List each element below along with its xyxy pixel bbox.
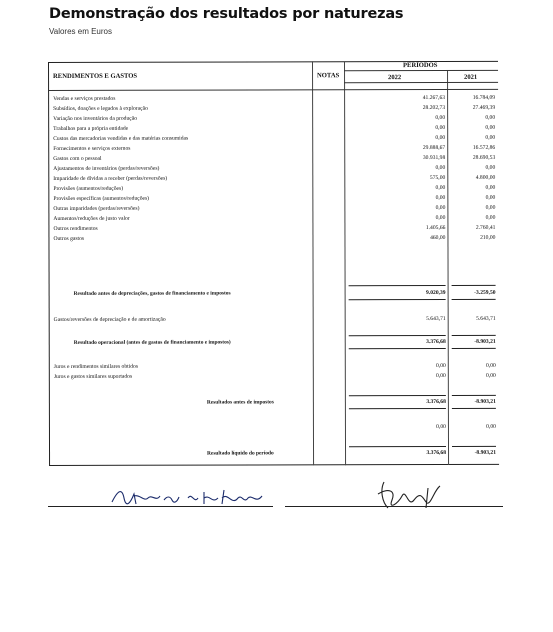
row-value-2022: 29.888,67 bbox=[422, 144, 446, 152]
row-value-2021: 0,00 bbox=[485, 362, 496, 369]
row-value-2021: 0,00 bbox=[485, 114, 496, 121]
page-subtitle: Valores em Euros bbox=[49, 27, 112, 36]
row-value-2021: 0,00 bbox=[485, 204, 496, 211]
row-value-2021: 27.469,39 bbox=[472, 104, 496, 111]
statement-rows bbox=[48, 93, 498, 457]
income-statement-scan bbox=[48, 61, 499, 466]
periods-underline bbox=[344, 70, 498, 71]
row-label: Outros rendimentos bbox=[53, 225, 98, 232]
row-label: Trabalhos para a própria entidade bbox=[53, 125, 129, 132]
row-label: Gastos/reversões de depreciação e de amortização bbox=[53, 316, 166, 323]
pretax-result-row bbox=[49, 397, 499, 408]
row-label: Gastos com o pessoal bbox=[53, 155, 102, 162]
row-label: Resultado antes de depreciações, gastos de financiamento e impostos bbox=[73, 290, 231, 297]
row-label: Juros e gastos similares suportados bbox=[53, 373, 133, 380]
col-header-periods: PERÍODOS bbox=[403, 61, 438, 70]
row-value-2022: 5.643,71 bbox=[426, 315, 446, 323]
row-label: Custos das mercadorias vendidas e das matérias consumidas bbox=[53, 135, 189, 142]
col-header-notes: NOTAS bbox=[317, 72, 340, 80]
row-label: Resultado operacional (antes de gastos de financiamento e impostos) bbox=[73, 339, 231, 346]
row-value-2022: 1.405,66 bbox=[425, 224, 446, 232]
row-value-2022: 575,00 bbox=[429, 174, 446, 182]
subtotal-line-2021 bbox=[452, 335, 496, 336]
row-label: Provisões (aumentos/reduções) bbox=[53, 185, 124, 192]
row-value-2022: 30.931,98 bbox=[422, 154, 446, 162]
row-value-2021: 2.760,41 bbox=[475, 224, 496, 231]
handwritten-signature-right bbox=[370, 478, 450, 514]
row-value-2022: 460,00 bbox=[430, 234, 446, 242]
row-value-2021: 0,00 bbox=[485, 164, 496, 171]
row-value-2021: 0,00 bbox=[485, 184, 496, 191]
row-value-2021: 4.800,00 bbox=[475, 174, 496, 181]
table-bottom-border bbox=[49, 464, 499, 466]
years-underline bbox=[344, 82, 498, 83]
row-label: Subsídios, doações e legados à exploração bbox=[53, 105, 148, 112]
col-header-2022: 2022 bbox=[388, 74, 402, 82]
row-value-2022: 0,00 bbox=[435, 124, 446, 131]
tax-row bbox=[49, 422, 499, 433]
table-row bbox=[48, 233, 498, 244]
row-label: Provisões específicas (aumentos/reduções) bbox=[53, 195, 150, 202]
subtotal-line-2021 bbox=[452, 446, 496, 447]
row-value-2022: 9.020,39 bbox=[426, 289, 446, 297]
row-value-2021: 5.643,71 bbox=[476, 315, 496, 322]
row-value-2022: 3.376,68 bbox=[426, 449, 447, 457]
subtotal-underline-2022 bbox=[349, 408, 446, 409]
row-value-2022: 0,00 bbox=[435, 362, 446, 369]
row-value-2022: 0,00 bbox=[436, 372, 446, 379]
row-label: Fornecimentos e serviços externos bbox=[53, 145, 131, 152]
subtotal-line-2021 bbox=[452, 395, 496, 396]
subtotal-line-2021 bbox=[452, 285, 496, 286]
row-value-2022: 0,00 bbox=[435, 164, 446, 171]
row-value-2021: -3.259,50 bbox=[474, 289, 496, 296]
depreciation-row bbox=[49, 314, 499, 325]
operating-result-row bbox=[49, 337, 499, 348]
row-value-2022: 0,00 bbox=[436, 423, 446, 430]
row-label: Ajustamentos de inventários (perdas/reversões) bbox=[53, 165, 160, 172]
row-value-2021: 0,00 bbox=[485, 194, 496, 201]
row-value-2021: 16.572,86 bbox=[472, 144, 496, 151]
row-value-2022: 0,00 bbox=[435, 184, 446, 191]
row-value-2021: -8.903,21 bbox=[474, 398, 496, 405]
row-value-2021: -8.903,21 bbox=[474, 449, 497, 456]
subtotal-underline-2021 bbox=[452, 299, 496, 300]
row-value-2022: 0,00 bbox=[435, 204, 446, 211]
row-value-2022: 0,00 bbox=[435, 114, 446, 121]
subtotal-underline-2021 bbox=[452, 348, 496, 349]
ebitda-row bbox=[49, 288, 499, 299]
row-value-2021: 0,00 bbox=[485, 124, 496, 131]
row-value-2022: 28.202,73 bbox=[422, 104, 446, 112]
row-value-2021: 16.784,09 bbox=[472, 94, 496, 101]
row-value-2021: 0,00 bbox=[485, 134, 496, 141]
handwritten-signature-left bbox=[108, 484, 278, 510]
row-value-2021: 210,00 bbox=[480, 234, 496, 241]
row-value-2021: 28.690,53 bbox=[472, 154, 496, 161]
row-label: Vendas e serviços prestados bbox=[53, 95, 116, 102]
row-label: Outras imparidades (perdas/reversões) bbox=[53, 205, 140, 212]
subtotal-line-2022 bbox=[349, 285, 446, 286]
row-value-2021: -8.903,21 bbox=[474, 338, 496, 345]
page-title: Demonstração dos resultados por naturezas bbox=[49, 6, 404, 22]
col-header-2021: 2021 bbox=[464, 73, 478, 81]
net-result-row bbox=[49, 448, 499, 459]
row-label: Imparidade de dívidas a receber (perdas/reversões) bbox=[53, 175, 168, 182]
row-value-2022: 41.267,63 bbox=[422, 94, 446, 102]
subtotal-underline-2022 bbox=[349, 348, 446, 349]
signatures bbox=[48, 478, 508, 518]
row-value-2022: 3.376,68 bbox=[426, 398, 446, 406]
row-value-2022: 3.376,68 bbox=[426, 338, 446, 346]
row-label: Aumentos/reduções de justo valor bbox=[53, 215, 130, 222]
row-value-2021: 0,00 bbox=[486, 372, 496, 379]
row-value-2022: 0,00 bbox=[435, 134, 446, 141]
row-label: Variação nos inventários da produção bbox=[53, 115, 138, 122]
row-label: Resultados antes de impostos bbox=[206, 399, 274, 406]
subtotal-underline-2021 bbox=[452, 408, 496, 409]
header-bottom-border bbox=[48, 89, 498, 91]
row-value-2022: 0,00 bbox=[435, 214, 446, 221]
interest-expense-row bbox=[49, 371, 499, 382]
row-label: Juros e rendimentos similares obtidos bbox=[53, 363, 139, 370]
row-label: Outros gastos bbox=[53, 235, 85, 242]
row-label: Resultado líquido do período bbox=[207, 450, 274, 457]
row-value-2022: 0,00 bbox=[435, 194, 446, 201]
subtotal-underline-2022 bbox=[349, 299, 446, 300]
col-header-items: RENDIMENTOS E GASTOS bbox=[53, 72, 138, 80]
row-value-2021: 0,00 bbox=[486, 423, 496, 430]
row-value-2021: 0,00 bbox=[485, 214, 496, 221]
